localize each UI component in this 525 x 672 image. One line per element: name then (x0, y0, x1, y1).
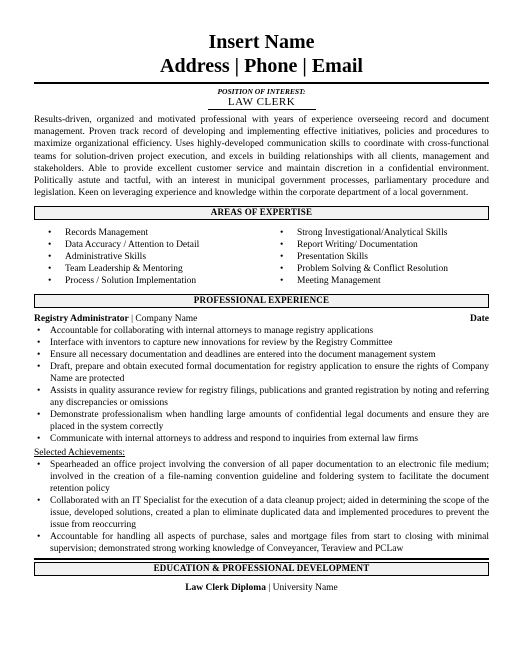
education-divider (34, 558, 489, 560)
position-label: POSITION OF INTEREST: (217, 87, 306, 96)
job-role: Registry Administrator (34, 314, 129, 325)
position-title: LAW CLERK (227, 96, 296, 108)
skill-item: • Meeting Management (280, 275, 448, 287)
education-heading (34, 562, 489, 576)
skill-item: • Problem Solving & Conflict Resolution (280, 263, 448, 275)
skill-item: • Presentation Skills (280, 251, 448, 263)
responsibilities-list (34, 325, 489, 445)
skill-item: • Strong Investigational/Analytical Skills (280, 227, 448, 239)
candidate-name: Insert Name (208, 31, 315, 53)
achievements-list (34, 459, 489, 555)
job-company: | Company Name (128, 314, 198, 325)
skill-item: • Data Accuracy / Attention to Detail (48, 239, 280, 251)
skill-item: • Administrative Skills (48, 251, 280, 263)
responsibility-item: • Communicate with internal attorneys to address and respond to inquiries from external law firms (34, 433, 489, 445)
expertise-heading (34, 206, 489, 220)
experience-heading-text: PROFESSIONAL EXPERIENCE (193, 295, 330, 306)
education-heading-text: EDUCATION & PROFESSIONAL DEVELOPMENT (153, 563, 370, 574)
school-name: | University Name (265, 583, 338, 594)
achievements-label: Selected Achievements: (34, 448, 126, 459)
responsibility-item: • Draft, prepare and obtain executed formal documentation for registry application to ensure the rights of Company Name are protected (34, 361, 489, 385)
job-role-company (34, 313, 197, 325)
degree-name: Law Clerk Diploma (185, 583, 266, 594)
responsibility-item: • Ensure all necessary documentation and deadlines are entered into the document management system (34, 349, 489, 361)
position-underline (208, 109, 316, 110)
professional-summary: Results-driven, organized and motivated professional with years of experience overseeing record and document management. Proven track record of developing and implementing effective initiatives, policies and procedures to maximize organizational efficiency. Uses highly-developed communication skills to coordinate with cross-functional teams for solution-driven project execution, and excels in building relationships with all clients, management and stakeholders. Able to provide excellent customer service and maintain discretion in a confidential environment. Politically astute and tactful, with an interest in municipal government processes, parliamentary procedure and legislation. Keen on leveraging experience and knowledge within the corporate department of a local government. (34, 115, 489, 199)
responsibility-item: • Assists in quality assurance review for registry filings, publications and granted registration by noting and referring any discrepancies or omissions (34, 385, 489, 409)
skill-item: • Records Management (48, 227, 280, 239)
expertise-right-column (280, 227, 448, 287)
expertise-left-column (48, 227, 280, 287)
responsibility-item: • Demonstrate professionalism when handling large amounts of confidential legal documents and ensure they are placed in the system correctly (34, 409, 489, 433)
contact-line: Address | Phone | Email (160, 55, 363, 77)
skill-item: • Process / Solution Implementation (48, 275, 280, 287)
expertise-heading-text: AREAS OF EXPERTISE (210, 207, 313, 218)
achievement-item: • Accountable for handling all aspects of purchase, sales and mortgage files from start to closing with minimal supervision; demonstrated strong working knowledge of Conveyancer, Teraview and PCLaw (34, 531, 489, 555)
experience-heading (34, 294, 489, 308)
skill-item: • Team Leadership & Mentoring (48, 263, 280, 275)
achievement-item: • Collaborated with an IT Specialist for the execution of a data cleanup project; aided in determining the scope of the issue, developed solutions, created a plan to eliminate duplicated data and implemented procedures to prevent the issue from reoccurring (34, 495, 489, 531)
header-divider (34, 82, 489, 84)
skill-item: • Report Writing/ Documentation (280, 239, 448, 251)
expertise-list (34, 227, 489, 287)
education-entry (34, 582, 489, 594)
responsibility-item: • Interface with inventors to capture new innovations for review by the Registry Committee (34, 337, 489, 349)
achievement-item: • Spearheaded an office project involving the conversion of all paper documentation to an electronic file medium; involved in the creation of a file-naming convention guideline and foldering system to facilitate the document retention policy (34, 459, 489, 495)
job-title-line (34, 313, 489, 325)
job-date: Date (470, 314, 489, 325)
responsibility-item: • Accountable for collaborating with internal attorneys to manage registry applications (34, 325, 489, 337)
